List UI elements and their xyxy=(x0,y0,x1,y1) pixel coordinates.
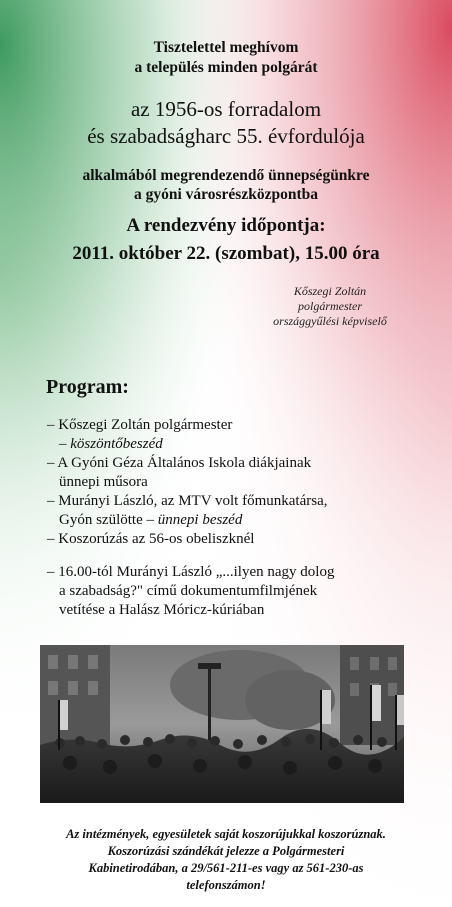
program-item-line: ünnepi műsora xyxy=(59,474,148,490)
program-item-emphasis: ünnepi beszéd xyxy=(157,512,243,528)
program-item-line: – Murányi László, az MTV volt főmunkatársa, xyxy=(47,493,328,509)
signature-name: Kőszegi Zoltán xyxy=(293,284,367,298)
program-item-line: – 16.00-tól Murányi László „...ilyen nagy dolog xyxy=(47,564,335,580)
footer-line-4: telefonszámon! xyxy=(186,878,266,892)
occasion-line-1: alkalmából megrendezendő ünnepségünkre xyxy=(82,167,370,184)
program-item xyxy=(47,563,427,620)
event-title-line-1: az 1956-os forradalom xyxy=(130,97,322,121)
program-list xyxy=(47,416,427,620)
program-item xyxy=(47,492,427,530)
program-heading: Program: xyxy=(46,376,129,398)
program-item-line: – köszöntőbeszéd xyxy=(59,436,163,452)
signature-block xyxy=(230,284,430,329)
program-item-line: vetítése a Halász Móricz-kúriában xyxy=(59,602,265,618)
footer-note xyxy=(20,826,432,894)
program-item-line: – Kőszegi Zoltán polgármester xyxy=(47,417,233,433)
program-item-text: Gyón szülötte – xyxy=(59,512,158,528)
crowd-photo xyxy=(40,645,404,803)
program-item-line: a szabadság?" című dokumentumfilmjének xyxy=(59,583,318,599)
program-item xyxy=(47,416,427,454)
footer-line-1: Az intézmények, egyesületek saját koszorújukkal koszorúznak. xyxy=(66,827,386,841)
program-item xyxy=(47,454,427,492)
program-item-line: – Koszorúzás az 56-os obeliszknél xyxy=(47,531,255,547)
program-item-line: – A Gyóni Géza Általános Iskola diákjainak xyxy=(47,455,312,471)
event-title xyxy=(0,96,452,150)
occasion-text xyxy=(0,166,452,204)
invitation-text xyxy=(0,38,452,78)
program-item-line xyxy=(47,511,427,530)
footer-line-3: Kabinetirodában, a 29/561-211-es vagy az 561-230-as xyxy=(88,861,364,875)
invitation-line-1: Tisztelettel meghívom xyxy=(153,39,299,56)
signature-role-1: polgármester xyxy=(298,299,362,313)
invitation-line-2: a település minden polgárát xyxy=(134,59,318,76)
program-item xyxy=(47,530,427,549)
schedule-label: A rendezvény időpontja: xyxy=(126,215,326,236)
footer-line-2: Koszorúzási szándékát jelezze a Polgármesteri xyxy=(107,844,345,858)
schedule-datetime: 2011. október 22. (szombat), 15.00 óra xyxy=(72,243,380,264)
signature-role-2: országgyűlési képviselő xyxy=(273,314,387,328)
event-title-line-2: és szabadságharc 55. évfordulója xyxy=(87,124,365,148)
occasion-line-2: a gyóni városrészközpontba xyxy=(133,186,318,203)
